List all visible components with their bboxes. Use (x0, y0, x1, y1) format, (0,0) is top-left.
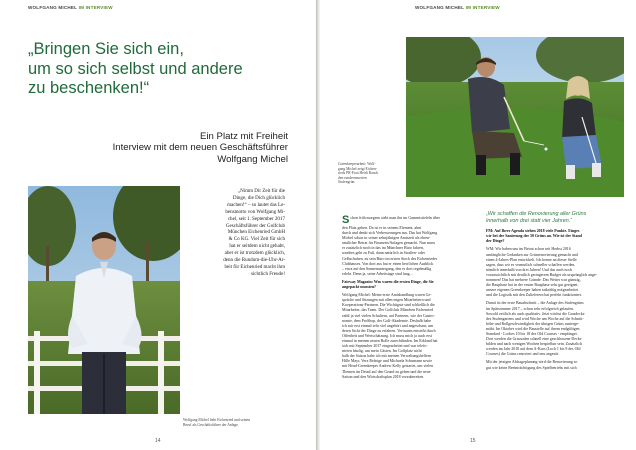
caption-line: den runderneuerten (338, 175, 367, 180)
text-line: bilden und nach wenigen Wochen bespielbar sein. Zusätzlich (486, 341, 583, 347)
text-line: des Stufengartens und wird Woche um Woche auf die Schnitt- (486, 315, 584, 321)
intro-line: denn die Rundum-die-Uhr-Ar- (223, 257, 285, 264)
paragraph (342, 215, 477, 276)
text-line: Wolfgang Michel: Meine erste Amtshandlung waren Ge- (342, 292, 432, 298)
paragraph (486, 300, 624, 356)
text-line: unsere eigenen Greenkeeper haben tatkräftig mitgearbeitet (486, 287, 579, 293)
interview-question (342, 279, 477, 289)
text-line: Offenheit und Wertschätzung. Ich muss mich ja auch erst (342, 332, 432, 338)
text-line: im Spätsommer 2017 – schon sehr erfolgreich gelaufen. (486, 305, 575, 311)
green-photo-image (406, 37, 624, 197)
pull-quote-line: „Wir schaffen die Renovierung aller Grüns (486, 211, 587, 217)
text-line: umfängliche Gedanken zur Grünrenovierung gemacht und (486, 251, 578, 257)
caption-line: Stufengrün. (338, 180, 356, 185)
running-head-section: IM INTERVIEW (78, 5, 113, 10)
text-line: Schon früh morgens sieht man ihn im Gummistiefeln über (342, 215, 440, 225)
subhead-line: Interview mit dem neuen Geschäftsführer (112, 142, 288, 154)
text-line: Michel schon in seiner zehnjährigen Amtszeit als ehren- (342, 235, 431, 241)
intro-line: sichtlich Freude! (250, 270, 285, 277)
pull-quote (486, 211, 624, 224)
text-line: sagen, dass wir es vermutlich schneller schaffen werden, (486, 261, 576, 267)
intro-line: München Eichenried GmbH (227, 229, 285, 236)
text-line: sondern geht zu Fuß, dann natürlich in Straßen- oder (342, 250, 425, 256)
headline-line: um so sich selbst und andere (28, 59, 243, 78)
text-line: höhe und Rollgeschwindigkeit der übrigen Grüns runterge- (486, 320, 580, 326)
subhead-line: Wolfgang Michel (217, 153, 288, 165)
text-line: angepackt mussten? (342, 284, 377, 290)
drop-cap: S (342, 215, 350, 225)
text-line: der Dinge? (486, 238, 505, 244)
running-head (28, 5, 113, 10)
subhead-line: Ein Platz mit Freiheit (200, 131, 288, 142)
text-line: Damit ist der erste Bauabschnitt – die Anlage des Stufengrüns (486, 300, 584, 306)
right-page (320, 0, 636, 450)
subhead (48, 131, 288, 165)
intro-line: Geschäftsführer der Golfclub (225, 222, 285, 229)
text-line: Standard - Loches 10 bis 18 des Old Courses - empfänget. (486, 330, 578, 336)
text-line: mäht. Im Oktober wird die Baustelle auf ihrem endgültigen (486, 325, 580, 331)
paragraph (342, 292, 477, 379)
running-head-name: WOLFGANG MICHEL (415, 5, 465, 10)
article-column-1 (342, 215, 477, 382)
caption-line: Wolfgang Michel liebt Eichenried und seinen (183, 418, 250, 422)
text-line: Clubhauses. Von dort aus hat er einen herrlichen Ausblick (342, 260, 434, 266)
headline (28, 40, 313, 99)
text-line: FM: Auf Ihrer Agenda stehen 2018 viele Punkte. Einges (486, 228, 580, 234)
caption-line: Greenkeeperarbeit: Wolf- (338, 162, 376, 166)
text-line: nommen! Das hat mehrere Gründe: Das Wetter war günstig, (486, 277, 581, 283)
text-line: Kooperations-Partnern. Die Wichtigste sind schließlich die (342, 302, 435, 308)
headline-line: zu beschenken!“ (28, 79, 150, 97)
text-line: die Bauphase hat in der ersten Bauphase sehr gut geeignet, (486, 282, 579, 288)
interview-question (486, 228, 624, 243)
text-line: wir bei der Sanierung der 50 Grüns an. Wie ist der Stand (486, 233, 582, 239)
text-line: erlebt. Denn ja, seine Arbeitstage sind lang… (342, 270, 414, 276)
text-line: nomie, dem ProShop, der Golf-Akademie. Deshalb habe (342, 317, 432, 323)
green-photo (406, 37, 624, 197)
intro-line: machen!“ – so lautet das Le- (227, 201, 285, 208)
text-line: Fairway Magazin: Was waren die ersten Dinge, die Sie (342, 278, 434, 284)
text-line: Sowohl zeitlich als auch qualitativ. Jetzt wächst die Grasdecke (486, 310, 585, 316)
intro-line: beit für Eichenried macht ihm (224, 263, 285, 270)
paragraph (486, 359, 624, 369)
text-line: nämlich innerhalb von drei Jahren! Und das auch noch (486, 266, 573, 272)
paragraph (486, 246, 624, 297)
text-line: Gelbschuhen, zu sein Büro im ersten Stock des Eichenrieder (342, 255, 438, 261)
portrait-caption (183, 418, 293, 427)
caption-line: Beruf als Geschäftsführer der Anlage. (183, 422, 239, 427)
text-line: den Platz gehen. Da ist er in seinem Element, ahnt (342, 225, 422, 230)
portrait-photo-image (28, 186, 180, 414)
text-line: gut wie keine Beeinträchtigung des Spielbetriebs mit sich (486, 364, 577, 370)
text-line: nieren häufig, um mein Gästen. Im Golfplatz nicht (342, 348, 422, 354)
page-number: 15 (470, 438, 476, 444)
intro-line: chel, seit 1. September 2017 (227, 215, 285, 222)
text-line: Courses) die Grüns renoviert und neu angesät. (486, 351, 559, 357)
text-line: Themen im Detail auf den Grund zu gehen und die neue (342, 368, 431, 374)
article-column-2 (486, 211, 624, 373)
pull-quote-line: innerhalb von drei statt vier Jahren.“ (486, 217, 572, 224)
text-line: zahlt ja viel vielen Schultern, auf Partnern, wie der Gastro- (342, 312, 435, 318)
text-line: Saison und den Wirtschaftsplan 2018 vorzubereiten. (342, 373, 425, 379)
intro-line: bensmotto von Wolfgang Mi- (225, 208, 285, 215)
text-line: einmal in meinen neuen Rolle zurechtfinden. Im Erkland hat (342, 337, 438, 343)
running-head-name: WOLFGANG MICHEL (28, 5, 78, 10)
intro-line: „Nimm Dir Zeit für die (237, 188, 285, 194)
caption-line: gang Michel zeigt Eichen- (338, 166, 378, 171)
text-line: ich mir erst einmal sehr viel angehört und angeschaut, um (342, 322, 434, 328)
text-line: sich mit September 2017 eingearbeitet und war telefo- (342, 343, 428, 349)
text-line: mit Head-Greenkeeper Andrew Kelly gestartet, um vielen (342, 363, 434, 369)
text-line: Dort werden die Grassoden schnell eine geschlossene Decke (486, 336, 582, 342)
intro-line: & Co KG. Viel Zeit für sich (228, 236, 285, 243)
caption-line: rieds PR-Frau Heidi Rauch (338, 171, 379, 176)
text-line: halb der Saison habe ich mit meinen Verwaltungshelfern (342, 353, 432, 359)
text-line: durch und denkt sich Verbesserungen aus. Das hat Wolfgang (342, 230, 438, 236)
intro-line: Dinge, die Dich glücklich (232, 194, 285, 201)
text-line: er zusätzlich noch in das im Münchner Büro fahren, (342, 245, 424, 251)
text-line: amtlicher Beirat für Finanzen/Anlagen gemacht. Nun muss (342, 240, 436, 246)
text-line: Mit der jetzigen Abfrageplanung wird die Renovierung so (486, 359, 578, 365)
green-photo-caption (338, 162, 402, 185)
text-line: einen 4-Jahres-Plan entwickelt. Ich kenne an dieser Stelle (486, 256, 577, 262)
text-line: – etwa auf den Sonnenuntergang, den er dort regelmäßig (342, 265, 432, 271)
text-line: Hille Mayr, Vera Rehrige und Michaela Schumann sowie (342, 358, 433, 364)
headline-line: „Bringen Sie sich ein, (28, 40, 184, 58)
text-line: und die Logistik mit den Zulieferern hat perfekt funktioniert. (486, 292, 582, 298)
running-head (415, 5, 500, 10)
intro-line: hat er seitdem nicht gehabt, (229, 243, 285, 250)
intro-line: aber er ist trotzdem glücklich, (224, 250, 285, 257)
text-line: werden im Jahr 2018 auf dem A-Kurs (Loch 1 bis 9 des Old (486, 346, 581, 352)
portrait-photo (28, 186, 180, 414)
left-page (0, 0, 316, 450)
page-number: 14 (155, 438, 161, 444)
text-line: voraussichtlich mit deutlich geringerem Budget als ursprünglich ange- (486, 271, 597, 277)
text-line: WM: Wir haben uns im Beirat schon seit Herbst 2016 (486, 246, 571, 252)
text-line: Mitarbeiter, das Team. Der Golfclub München Eichenried (342, 307, 434, 313)
text-line: spräche und Sitzungen mit allen engen Mitarbeitern und (342, 297, 431, 303)
text-line: deren Sicht der Dinge zu erfahren. Vertrauen entsteht durch (342, 327, 436, 333)
running-head-section: IM INTERVIEW (465, 5, 500, 10)
intro-text (183, 188, 285, 278)
